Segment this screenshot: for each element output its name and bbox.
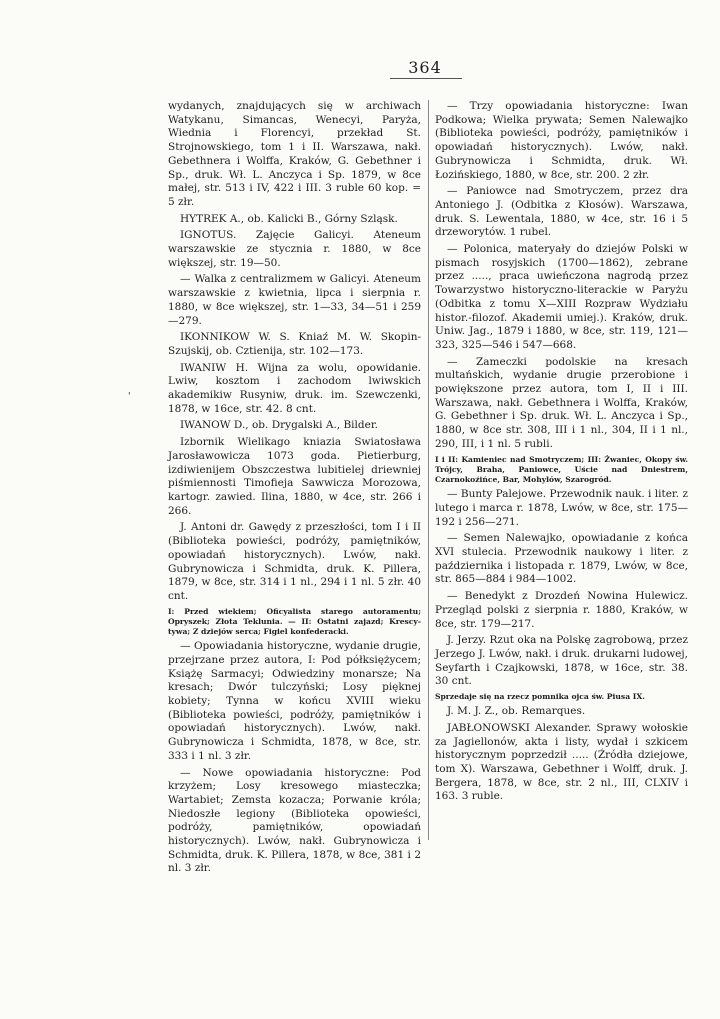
right-entry-1: — Paniowce nad Smotryczem, przez dra Antoniego J. (Odbitka z Kłosów). Warszawa, druk. S. Lewentala, 1880, w 4ce, str. 16 i 5 drzeworytów. 1 rubel. bbox=[435, 185, 688, 239]
left-entry-5: IWANIW H. Wijna za wolu, opowidanie. Lwiw, kosztom i zachodom lwiwskich akademikiw Rusyniw, druk. im. Szewczenki, 1878, w 16ce, str. 42. 8 cnt. bbox=[168, 361, 421, 415]
right-entry-0: — Trzy opowiadania historyczne: Iwan Podkowa; Wielka prywata; Semen Nalewajko (Biblioteka powieści, podróży, pamiętników i opowiadań historycznych). Lwów, nakł. Gubrynowicza i Schmidta, druk. Wł. Łozińskiego, 1880, w 8ce, str. 200. 2 złr. bbox=[435, 100, 688, 181]
left-entry-1: HYTREK A., ob. Kalicki B., Górny Szląsk. bbox=[180, 212, 398, 225]
left-column bbox=[168, 100, 421, 879]
right-entry-10: J. M. J. Z., ob. Remarques. bbox=[447, 705, 586, 718]
right-entry-5: — Bunty Palejowe. Przewodnik nauk. i liter. z lutego i marca r. 1878, Lwów, w 8ce, str. 175—192 i 256—271. bbox=[435, 488, 688, 528]
margin-mark: ' bbox=[128, 392, 131, 402]
left-entry-6: IWANOW D., ob. Drygalski A., Bilder. bbox=[180, 419, 379, 432]
left-entry-11: — Nowe opowiadania historyczne: Pod krzyżem; Losy kresowego miasteczka; Wartabiet; Zemsta kozacza; Porwanie króla; Niedoszłe legiony (Biblioteka opowieści, podróży, pamiętników, opowiadań historycznych). Lwów, nakł. Gubrynowicza i Schmidta, druk. K. Pillera, 1878, w 8ce, 381 i 2 nl. 3 złr. bbox=[168, 766, 421, 875]
left-entry-2: IGNOTUS. Zajęcie Galicyi. Ateneum warszawskie ze stycznia r. 1880, w 8ce większej, str. 19—50. bbox=[168, 229, 421, 269]
right-entry-11: JABŁONOWSKI Alexander. Sprawy wołoskie za Jagiellonów, akta i listy, wydał i szkicem historycznym poprzedził ..... (Źródła dziejowe, tom X). Warszawa, Gebethner i Wolff, druk. J. Bergera, 1878, w 8ce, str. 2 nl., III, CLXIV i 163. 3 ruble. bbox=[435, 721, 688, 803]
left-note-9: I: Przed wiekiem; Oficyalista starego autoramentu; Opryszek; Złota Teklunia. — II: Ostatni zajazd; Krescy-tywa; Z dziejów serca; Figiel konfederacki. bbox=[168, 606, 421, 637]
header-rule bbox=[390, 78, 462, 79]
left-entry-7: Izbornik Wielikago kniazia Swiatosława Jarosławowicza 1073 goda. Pietierburg, izdiwienijem Obszczestwa lubitielej driewniej piśmiennosti Timofieja Sawwicza Morozowa, kartogr. zawied. Ilina, 1880, w 4ce, str. 266 i 266. bbox=[168, 436, 421, 517]
left-entry-4: IKONNIKOW W. S. Kniaź M. W. Skopin-Szujskij, ob. Cztienija, str. 102—173. bbox=[168, 331, 421, 357]
right-note-4: I i II: Kamieniec nad Smotryczem; III: Żwaniec, Okopy św. Trójcy, Braha, Paniowce, Uście nad Dniestrem, Czarnokoźińce, Bar, Mohylów, Szarogród. bbox=[435, 454, 688, 484]
left-entry-0: wydanych, znajdujących się w archiwach Watykanu, Simancas, Wenecyi, Paryża, Wiednia i Florencyi, przekład St. Strojnowskiego, tom 1 i II. Warszawa, nakł. Gebethnera i Wolffa, Kraków, G. Gebethner i Sp., druk. Wł. L. Anczyca i Sp. 1879, w 8ce małej, str. 513 i IV, 422 i III. 3 ruble 60 kop. = 5 złr. bbox=[168, 100, 421, 208]
column-divider bbox=[428, 100, 429, 840]
right-entry-7: — Benedykt z Drozdeń Nowina Hulewicz. Przegląd polski z sierpnia r. 1880, Kraków, w 8ce, str. 179—217. bbox=[435, 590, 688, 630]
left-entry-3: — Walka z centralizmem w Galicyi. Ateneum warszawskie z kwietnia, lipca i sierpnia r. 1880, w 8ce większej, str. 1—33, 34—51 i 259—279. bbox=[168, 273, 421, 327]
right-entry-8: J. Jerzy. Rzut oka na Polskę zagrobową, przez Jerzego J. Lwów, nakł. i druk. drukarni ludowej, Seyfarth i Czajkowski, 1878, w 16ce, str. 38. 30 cnt. bbox=[435, 634, 688, 688]
page-number: 364 bbox=[408, 58, 442, 77]
right-entry-3: — Zameczki podolskie na kresach multańskich, wydanie drugie przerobione i powiększone przez autora, tom I, II i III. Warszawa, nakł. Gebethnera i Wolffa, Kraków, G. Gebethner i Sp. druk. Wł. L. Anczyca i Sp., 1880, w 8ce str. 308, III i 1 nl., 304, II i 1 nl., 290, III, i 1 nl. 5 rubli. bbox=[435, 355, 688, 450]
right-column bbox=[435, 100, 688, 807]
left-entry-8: J. Antoni dr. Gawędy z przeszłości, tom I i II (Biblioteka powieści, podróży, pamiętników, opowiadań historycznych). Lwów, nakł. Gubrynowicza i Schmidta, druk. K. Pillera, 1879, w 8ce, str. 314 i 1 nl., 294 i 1 nl. 5 złr. 40 cnt. bbox=[168, 521, 421, 602]
left-entry-10: — Opowiadania historyczne, wydanie drugie, przejrzane przez autora, I: Pod półksiężycem; Książę Sarmacyi; Odwiedziny monarsze; Na kresach; Dwór tulczyński; Losy pięknej kobiety; Tynna w końcu XVIII wieku (Biblioteka powieści, podróży, pamiętników i opowiadań historycznych). Lwów, nakł. Gubrynowicza i Schmidta, 1878, w 8ce, str. 333 i 1 nl. 3 złr. bbox=[168, 640, 421, 762]
right-entry-2: — Polonica, materyały do dziejów Polski w pismach rosyjskich (1700—1862), zebrane przez ....., praca uwieńczona nagrodą przez Towarzystwo historyczno-literackie w Paryżu (Odbitka z tomu X—XIII Rozpraw Wydziału histor.-filozof. Akademii umiej.). Kraków, druk. Uniw. Jag., 1879 i 1880, w 8ce, str. 119, 121—323, 325—546 i 547—668. bbox=[435, 243, 688, 351]
right-note-9: Sprzedaje się na rzecz pomnika ojca św. Piusa IX. bbox=[435, 692, 645, 702]
right-entry-6: — Semen Nalewajko, opowiadanie z końca XVI stulecia. Przewodnik naukowy i liter. z października i listopada r. 1879, Lwów, w 8ce, str. 865—884 i 984—1002. bbox=[435, 532, 688, 586]
